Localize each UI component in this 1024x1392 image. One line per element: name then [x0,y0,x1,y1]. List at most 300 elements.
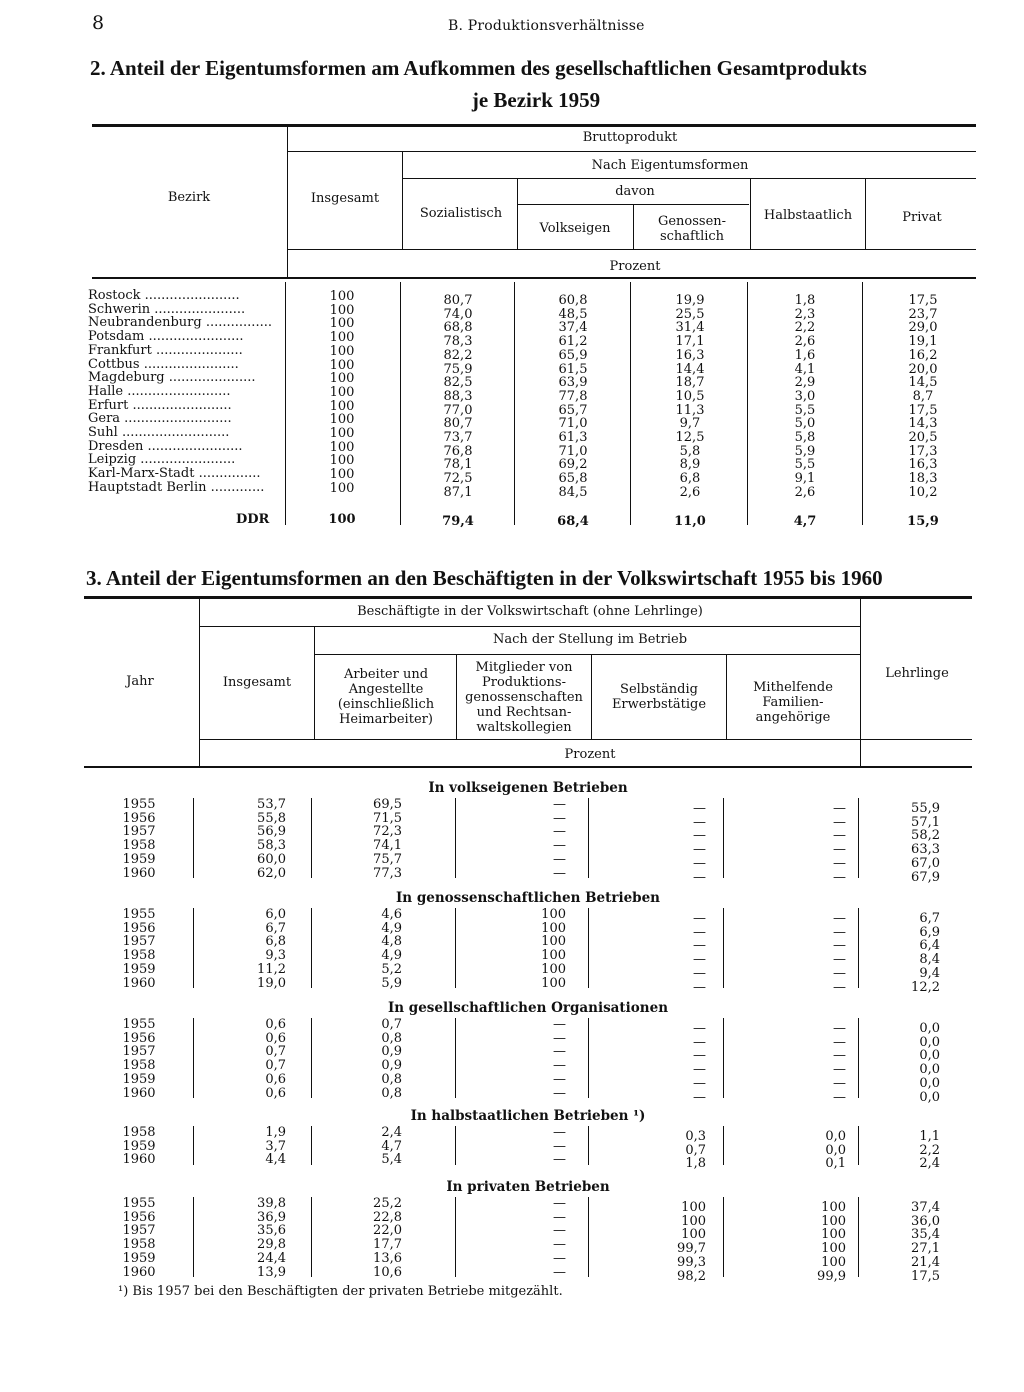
section-title: In genossenschaftlichen Betrieben [395,890,660,906]
value-cell: — [833,952,846,968]
value-cell: 35,4 [911,1227,940,1243]
value-cell: 17,1 [675,334,705,350]
bezirk-cell [88,316,278,329]
bezirk-cell [88,385,278,398]
value-cell: 69,2 [558,457,588,473]
bezirk-name: Halle [88,384,124,398]
table-row [0,838,1024,858]
bezirk-name: Neubrandenburg [88,316,202,330]
table3-header-arbeiter-line: Angestellte [348,682,424,697]
value-cell: 100 [329,480,355,496]
table2-col-divider [865,179,866,249]
table-row [0,302,1024,322]
value-cell: 78,1 [443,457,473,473]
value-cell: 61,2 [558,334,588,350]
value-cell: 76,8 [443,443,473,459]
value-cell: 12,2 [911,979,940,995]
value-cell: 1960 [122,975,156,991]
total-cell: 100 [328,512,356,527]
value-cell: 5,8 [794,430,816,445]
table-row [0,824,1024,844]
table-row [0,1071,1024,1091]
value-cell: 2,6 [679,484,701,500]
table-row [0,948,1024,968]
value-cell: 6,4 [919,938,940,954]
value-cell: 88,3 [443,388,473,404]
value-cell: 100 [329,330,355,346]
table3-header-prozent: Prozent [564,747,616,762]
value-cell: 60,8 [558,293,588,308]
value-cell: 61,5 [558,361,588,377]
value-cell: — [693,814,706,830]
value-cell: 100 [329,384,355,400]
value-cell: 36,9 [257,1209,286,1225]
value-cell: 75,9 [443,361,473,377]
value-cell: — [833,924,846,940]
value-cell: 100 [329,453,355,469]
table2-col-divider [750,179,751,249]
value-cell: 75,7 [373,851,402,867]
value-cell: 0,8 [381,1071,402,1087]
value-cell: — [693,1089,706,1105]
value-cell: 1,9 [265,1125,286,1140]
table3-col-divider [314,627,315,739]
section-title: In privaten Betrieben [446,1179,610,1195]
value-cell: 0,8 [381,1085,402,1101]
table-row [0,1058,1024,1078]
value-cell: 100 [821,1200,846,1215]
value-cell: 3,0 [794,388,816,404]
value-cell: 0,6 [265,1085,286,1101]
table2-col-divider [517,179,518,249]
value-cell: — [833,979,846,995]
value-cell: 10,5 [675,388,705,404]
bezirk-cell [88,303,278,316]
value-cell: 72,3 [373,824,402,840]
value-cell: 72,5 [443,471,473,487]
value-cell: 24,4 [257,1250,286,1266]
value-cell: 2,9 [794,375,816,391]
value-cell: 0,3 [685,1129,706,1144]
value-cell: 6,7 [265,920,286,936]
value-cell: — [833,842,846,858]
value-cell: 29,8 [257,1237,286,1253]
value-cell: 0,6 [265,1030,286,1046]
value-cell: 4,9 [381,948,402,964]
table3-header-mitglieder-line: und Rechtsan- [476,705,572,720]
value-cell: 5,5 [794,402,816,418]
table3-title: 3. Anteil der Eigentumsformen an den Beschäftigten in der Volkswirtschaft 1955 bis 1960 [86,566,883,590]
bezirk-cell [88,371,278,384]
value-cell: 100 [541,961,566,977]
value-cell: 18,3 [908,471,938,487]
table2-header-sozialistisch: Sozialistisch [419,206,503,221]
value-cell: 25,2 [373,1196,402,1211]
value-cell: 100 [329,426,355,441]
value-cell: 31,4 [675,320,705,336]
section-title: In volkseigenen Betrieben [428,780,628,796]
value-cell: — [833,1034,846,1050]
table3-col-divider [591,655,592,739]
value-cell: — [553,1196,566,1211]
value-cell: — [693,938,706,954]
value-cell: 55,8 [257,810,286,826]
value-cell: 17,5 [908,293,938,308]
value-cell: 39,8 [257,1196,286,1211]
table-row [0,453,1024,473]
value-cell: 17,3 [908,443,938,459]
value-cell: 5,0 [794,416,816,432]
value-cell: 1,8 [685,1156,706,1172]
table2-header-prozent: Prozent [609,259,661,274]
total-cell: 79,4 [442,514,474,529]
value-cell: 0,7 [685,1142,706,1158]
value-cell: — [553,1237,566,1253]
table-row [0,1044,1024,1064]
value-cell: 4,8 [381,934,402,950]
section-title: In gesellschaftlichen Organisationen [387,1000,669,1016]
section-title: In halbstaatlichen Betrieben ¹) [410,1108,646,1124]
value-cell: 11,3 [675,402,705,418]
value-cell: 1958 [122,1058,156,1074]
value-cell: 100 [541,920,566,936]
table3-header-lehrlinge: Lehrlinge [885,666,949,681]
value-cell: 6,8 [265,934,286,950]
bezirk-cell [88,344,278,357]
value-cell: 27,1 [911,1241,940,1257]
bezirk-name: Erfurt [88,398,129,412]
value-cell: 100 [329,467,355,483]
value-cell: 1956 [122,1209,156,1225]
table3-header-mitglieder-line: genossenschaften [465,690,583,705]
table-row [0,907,1024,926]
value-cell: 1955 [122,1196,156,1211]
value-cell: 0,0 [919,1062,940,1078]
table-row [0,851,1024,871]
table3-top-rule [84,596,972,599]
table3-header-arbeiter-line: Heimarbeiter) [339,712,433,727]
value-cell: 4,7 [381,1138,402,1154]
table3-header-mitglieder [458,660,590,735]
value-cell: 1957 [122,1044,156,1060]
value-cell: 100 [541,907,566,922]
bezirk-cell [88,330,278,343]
dot-leader: ................ [201,316,272,330]
value-cell: 1959 [122,961,156,977]
value-cell: 100 [681,1213,706,1229]
table-row [0,398,1024,418]
value-cell: 71,0 [558,416,588,432]
value-cell: 100 [329,357,355,373]
table3-lehrlinge-divider [860,598,861,766]
value-cell: 0,0 [825,1129,846,1144]
value-cell: 100 [821,1241,846,1257]
dot-leader: ...................... [150,302,246,316]
bezirk-name: Leipzig [88,453,137,467]
value-cell: — [553,1250,566,1266]
value-cell: — [693,965,706,981]
value-cell: 74,1 [373,838,402,854]
bezirk-name: Dresden [88,439,144,453]
value-cell: 1960 [122,1264,156,1280]
value-cell: — [553,1125,566,1140]
value-cell: 87,1 [443,484,473,500]
value-cell: 100 [821,1227,846,1243]
value-cell: 6,0 [265,907,286,922]
running-head: B. Produktionsverhältnisse [448,18,645,34]
table-row [0,1209,1024,1229]
table2-header-bruttoprodukt: Bruttoprodukt [582,130,678,145]
value-cell: 82,2 [443,347,473,363]
bezirk-name: Gera [88,412,121,426]
value-cell: 58,2 [911,828,940,844]
value-cell: 4,4 [265,1152,286,1168]
value-cell: 16,3 [908,457,938,473]
table3-header-mitglieder-line: Produktions- [481,675,566,690]
value-cell: 2,6 [794,334,816,350]
value-cell: 99,9 [817,1268,846,1284]
total-cell: 11,0 [674,514,706,529]
value-cell: 65,7 [558,402,588,418]
value-cell: 100 [329,343,355,359]
bezirk-cell [88,358,278,371]
dot-leader: ....................... [139,357,239,371]
value-cell: — [833,1062,846,1078]
table-row [0,343,1024,363]
value-cell: — [553,1017,566,1032]
value-cell: — [693,842,706,858]
value-cell: 100 [329,302,355,318]
table-row [0,412,1024,432]
value-cell: 1959 [122,1250,156,1266]
value-cell: 60,0 [257,851,286,867]
value-cell: — [833,1089,846,1105]
value-cell: 1955 [122,907,156,922]
value-cell: 16,3 [675,347,705,363]
value-cell: 53,7 [257,797,286,812]
table2-top-rule [92,124,976,127]
value-cell: 8,4 [919,952,940,968]
value-cell: 0,0 [919,1048,940,1064]
value-cell: 8,7 [912,388,934,404]
table-row [0,934,1024,954]
table3-jahr-divider [199,598,200,766]
bezirk-name: Hauptstadt Berlin [88,480,207,494]
value-cell: 69,5 [373,797,402,812]
value-cell: 19,1 [908,334,938,350]
value-cell: 0,0 [919,1021,940,1036]
table2-title-line1: 2. Anteil der Eigentumsformen am Aufkommen des gesellschaftlichen Gesamtprodukts [90,56,867,80]
value-cell: — [693,979,706,995]
value-cell: 4,6 [381,907,402,922]
value-cell: 8,9 [679,457,701,473]
value-cell: 20,0 [908,361,938,377]
total-label: DDR [236,512,270,527]
value-cell: — [553,797,566,812]
value-cell: 5,4 [381,1152,402,1168]
value-cell: 2,4 [381,1125,402,1140]
value-cell: 100 [329,371,355,387]
total-cell: 68,4 [557,514,589,529]
value-cell: 99,3 [677,1254,706,1270]
dot-leader: ............... [194,467,261,481]
value-cell: 16,2 [908,347,938,363]
table3-header-mithelfende-line: angehörige [755,710,831,725]
value-cell: 1956 [122,1030,156,1046]
value-cell: 25,5 [675,306,705,322]
value-cell: 57,1 [911,814,940,830]
value-cell: 1958 [122,838,156,854]
value-cell: 0,7 [265,1044,286,1060]
value-cell: — [553,824,566,840]
value-cell: — [833,801,846,816]
table-row [0,439,1024,459]
table2-header-davon: davon [615,184,655,199]
value-cell: 100 [329,439,355,455]
table3-rule-beschaeftigte [199,626,860,627]
value-cell: 19,0 [257,975,286,991]
table3-header-beschaeftigte: Beschäftigte in der Volkswirtschaft (ohne Lehrlinge) [357,604,703,619]
table-row [0,1125,1024,1144]
value-cell: 0,7 [265,1058,286,1074]
bezirk-name: Potsdam [88,330,145,344]
table3-col-divider [456,655,457,739]
value-cell: 0,9 [381,1058,402,1074]
value-cell: 23,7 [908,306,938,322]
table3-header-arbeiter [316,667,456,727]
table3-header-mithelfende-line: Familien- [762,695,824,710]
value-cell: 6,7 [919,911,940,926]
value-cell: 65,9 [558,347,588,363]
bezirk-name: Schwerin [88,302,151,316]
value-cell: 0,7 [381,1017,402,1032]
value-cell: 5,5 [794,457,816,473]
table-row [0,810,1024,830]
table2-header-genossenschaftlich-line1: Genossen- [657,214,727,229]
value-cell: 100 [329,289,355,304]
table-row [0,961,1024,981]
value-cell: 14,5 [908,375,938,391]
value-cell: 2,3 [794,306,816,322]
value-cell: 0,0 [919,1075,940,1091]
value-cell: 1,8 [794,293,816,308]
value-cell: 100 [821,1213,846,1229]
value-cell: 100 [541,934,566,950]
table-row [0,1223,1024,1243]
value-cell: 100 [541,948,566,964]
value-cell: 100 [681,1200,706,1215]
value-cell: 5,9 [381,975,402,991]
value-cell: 63,9 [558,375,588,391]
bezirk-cell [88,467,278,480]
dot-leader: ....................... [136,453,236,467]
value-cell: 35,6 [257,1223,286,1239]
value-cell: — [553,1044,566,1060]
bezirk-name: Suhl [88,426,118,439]
table2-header-halbstaatlich: Halbstaatlich [763,208,853,223]
table3-header-arbeiter-line: (einschließlich [337,697,435,712]
value-cell: 11,2 [257,961,286,977]
value-cell: 1956 [122,920,156,936]
value-cell: 71,5 [373,810,402,826]
value-cell: 0,0 [919,1034,940,1050]
dot-leader: ....................... [144,330,244,344]
dot-leader: ........................ [128,398,232,412]
value-cell: 14,3 [908,416,938,432]
table-row [0,357,1024,377]
dot-leader: ..................... [164,371,256,385]
value-cell: 17,5 [911,1268,940,1284]
dot-leader: .......................... [120,412,232,426]
value-cell: 4,9 [381,920,402,936]
table3-header-insgesamt: Insgesamt [222,675,292,690]
value-cell: 13,9 [257,1264,286,1280]
table2-header-genossenschaftlich-line2: schaftlich [659,229,725,244]
value-cell: 1957 [122,824,156,840]
table3-header-selbstaendig-line: Erwerbstätige [611,697,707,712]
value-cell: — [553,1264,566,1280]
value-cell: — [693,1034,706,1050]
value-cell: 61,3 [558,430,588,445]
value-cell: 82,5 [443,375,473,391]
table3-header-jahr: Jahr [126,674,154,689]
value-cell: — [553,851,566,867]
table-row [0,1264,1024,1284]
value-cell: 77,3 [373,865,402,881]
value-cell: 5,2 [381,961,402,977]
table3-header-arbeiter-line: Arbeiter und [343,667,429,682]
value-cell: — [693,911,706,926]
bezirk-name: Rostock [88,289,141,302]
value-cell: 1960 [122,1152,156,1168]
value-cell: 2,2 [919,1142,940,1158]
value-cell: — [833,911,846,926]
value-cell: 84,5 [558,484,588,500]
table-row [0,1250,1024,1270]
value-cell: 1958 [122,1125,156,1140]
value-cell: 0,8 [381,1030,402,1046]
total-cell: 4,7 [793,514,817,529]
value-cell: 17,7 [373,1237,402,1253]
value-cell: 67,0 [911,855,940,871]
value-cell: — [693,1048,706,1064]
table2-col-divider [402,152,403,249]
table-row [0,1196,1024,1215]
value-cell: 1959 [122,1138,156,1154]
bezirk-cell [88,399,278,412]
table-row [0,1085,1024,1105]
table3-header-selbstaendig-line: Selbständig [620,682,698,697]
value-cell: 1958 [122,948,156,964]
value-cell: 0,6 [265,1017,286,1032]
bezirk-name: Frankfurt [88,343,152,357]
table2-header-insgesamt: Insgesamt [310,191,380,206]
table3-header-mitglieder-line: Mitglieder von [475,660,573,675]
value-cell: 3,7 [265,1138,286,1154]
value-cell: 9,4 [919,965,940,981]
value-cell: 100 [821,1254,846,1270]
value-cell: 73,7 [443,430,473,445]
value-cell: 10,6 [373,1264,402,1280]
value-cell: — [833,869,846,885]
value-cell: — [553,838,566,854]
table2-header-bezirk: Bezirk [167,190,211,205]
value-cell: 98,2 [677,1268,706,1284]
value-cell: 1956 [122,810,156,826]
value-cell: 0,6 [265,1071,286,1087]
bezirk-cell [88,426,278,439]
dot-leader: ..................... [151,343,243,357]
